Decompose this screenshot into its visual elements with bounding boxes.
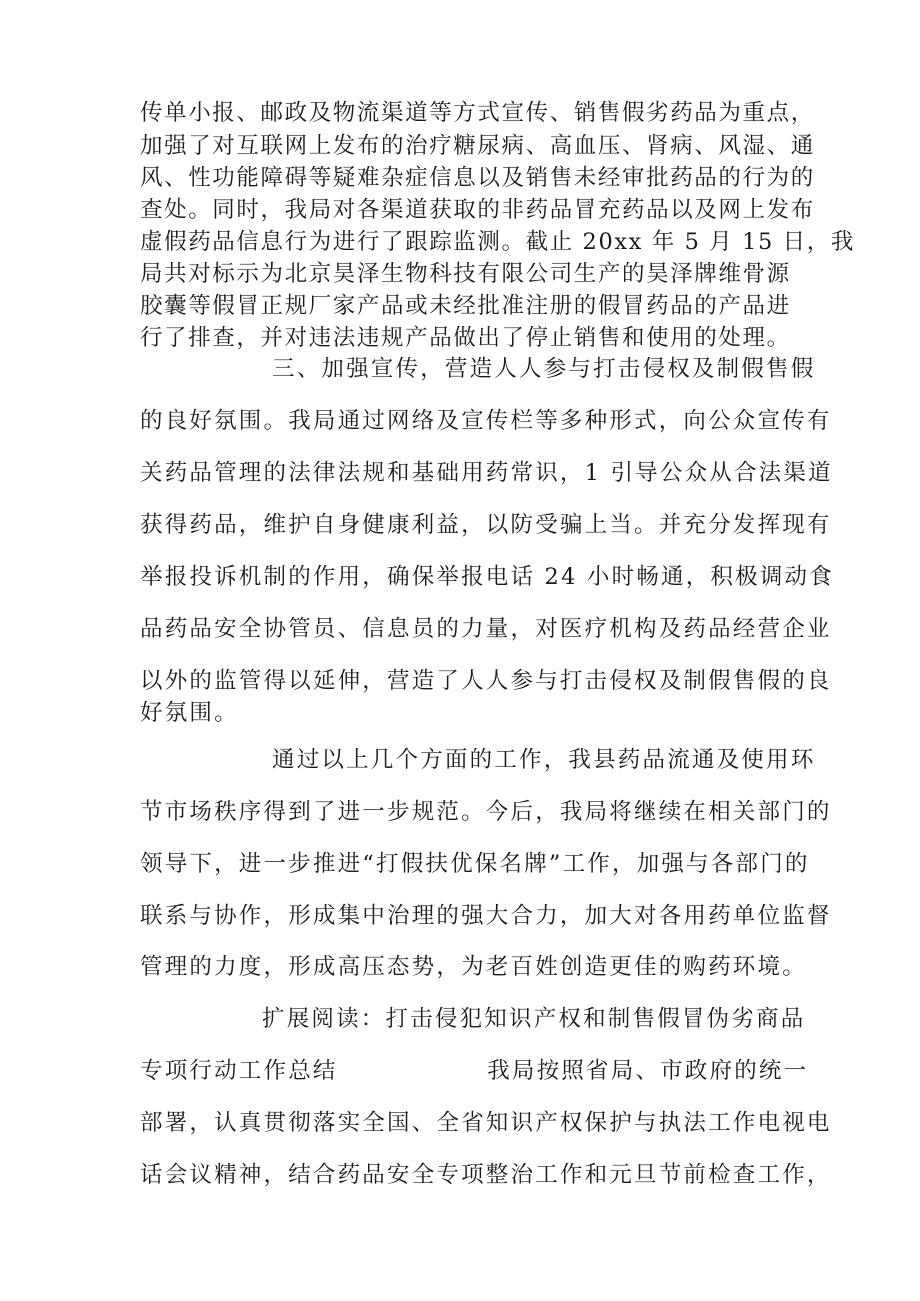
paragraph-line: 局共对标示为北京昊泽生物科技有限公司生产的昊泽牌维骨源 — [140, 261, 791, 287]
paragraph-line: 风、性功能障碍等疑难杂症信息以及销售未经审批药品的行为的 — [140, 165, 815, 191]
paragraph-line: 加强了对互联网上发布的治疗糖尿病、高血压、肾病、风湿、通 — [140, 133, 815, 159]
paragraph-line: 获得药品，维护自身健康利益，以防受骗上当。并充分发挥现有 — [140, 512, 832, 538]
paragraph-line: 节市场秩序得到了进一步规范。今后，我局将继续在相关部门的 — [140, 799, 832, 825]
paragraph-line: 查处。同时，我局对各渠道获取的非药品冒充药品以及网上发布 — [140, 197, 815, 223]
paragraph-line: 虚假药品信息行为进行了跟踪监测。截止 20xx 年 5 月 15 日，我 — [140, 229, 855, 255]
paragraph-line: 部署，认真贯彻落实全国、全省知识产权保护与执法工作电视电 — [140, 1110, 832, 1136]
paragraph-line: 话会议精神，结合药品安全专项整治工作和元旦节前检查工作， — [140, 1162, 832, 1188]
paragraph-line: 行了排查，并对违法违规产品做出了停止销售和使用的处理。 — [140, 325, 791, 351]
paragraph-line: 通过以上几个方面的工作，我县药品流通及使用环 — [272, 747, 816, 773]
paragraph-line: 传单小报、邮政及物流渠道等方式宣传、销售假劣药品为重点， — [140, 100, 815, 126]
paragraph-line: 胶囊等假冒正规厂家产品或未经批准注册的假冒药品的产品进 — [140, 293, 791, 319]
paragraph-line: 联系与协作，形成集中治理的强大合力，加大对各用药单位监督 — [140, 903, 832, 929]
paragraph-line: 好氛围。 — [140, 700, 239, 726]
paragraph-line: 关药品管理的法律法规和基础用药常识，1 引导公众从合法渠道 — [140, 460, 833, 486]
paragraph-line: 专项行动工作总结 我局按照省局、市政府的统一 — [140, 1058, 809, 1084]
paragraph-line: 品药品安全协管员、信息员的力量，对医疗机构及药品经营企业 — [140, 616, 832, 642]
paragraph-line: 以外的监管得以延伸，营造了人人参与打击侵权及制假售假的良 — [140, 668, 832, 694]
paragraph-line: 举报投诉机制的作用，确保举报电话 24 小时畅通，积极调动食 — [140, 564, 834, 590]
paragraph-line: 的良好氛围。我局通过网络及宣传栏等多种形式，向公众宣传有 — [140, 408, 832, 434]
paragraph-line: 扩展阅读：打击侵犯知识产权和制售假冒伪劣商品 — [262, 1006, 806, 1032]
paragraph-line: 管理的力度，形成高压态势，为老百姓创造更佳的购药环境。 — [140, 954, 807, 980]
section-heading-line: 三、加强宣传，营造人人参与打击侵权及制假售假 — [272, 356, 816, 382]
paragraph-line: 领导下，进一步推进“打假扶优保名牌”工作，加强与各部门的 — [140, 851, 810, 877]
